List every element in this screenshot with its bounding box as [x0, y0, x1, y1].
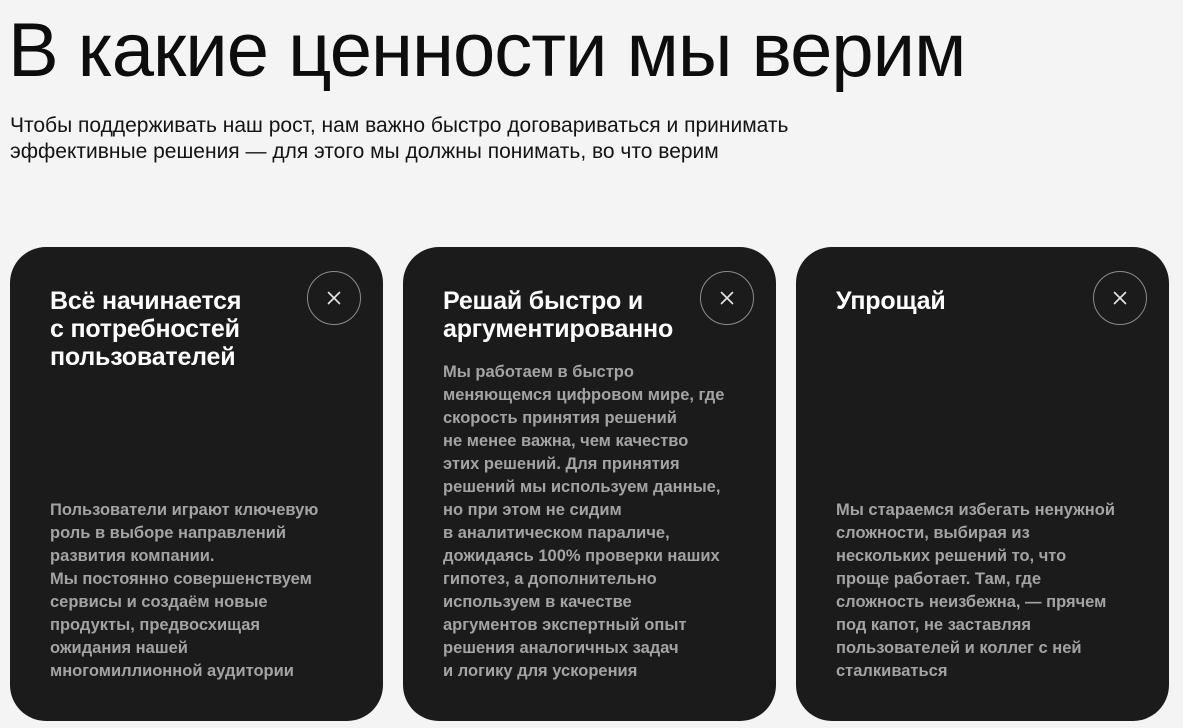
card-text-line: и логику для ускорения — [443, 662, 638, 680]
subtitle-line: Чтобы поддерживать наш рост, нам важно быстро договариваться и принимать — [10, 114, 789, 137]
card-text-line: нескольких решений то, что — [836, 547, 1067, 565]
card-text-line: решений мы используем данные, — [443, 478, 721, 496]
card-text-line: решения аналогичных задач — [443, 639, 679, 657]
card-text-line: не менее важна, чем качество — [443, 432, 689, 450]
card-text-line: ожидания нашей — [50, 639, 188, 657]
value-card-users[interactable] — [10, 247, 383, 721]
card-text-line: но при этом не сидим — [443, 501, 622, 519]
card-text-line: Мы работаем в быстро — [443, 363, 634, 381]
card-title — [836, 287, 1086, 315]
card-title-line: пользователей — [50, 343, 236, 371]
card-text-line: развития компании. — [50, 547, 215, 565]
card-text-line: пользователей и коллег с ней — [836, 639, 1082, 657]
card-close-button[interactable] — [307, 271, 361, 325]
card-title-line: аргументированно — [443, 315, 674, 343]
card-text-line: этих решений. Для принятия — [443, 455, 680, 473]
close-icon — [1113, 291, 1127, 305]
card-text-line: Мы постоянно совершенствуем — [50, 570, 312, 588]
card-text-line: под капот, не заставляя — [836, 616, 1031, 634]
value-card-decide-fast[interactable] — [403, 247, 776, 721]
page-title: В какие ценности мы верим — [8, 8, 966, 93]
card-text-line: используем в качестве — [443, 593, 632, 611]
card-text-line: дожидаясь 100% проверки наших — [443, 547, 720, 565]
card-text-line: сталкиваться — [836, 662, 948, 680]
values-cards — [10, 247, 1169, 721]
value-card-simplify[interactable] — [796, 247, 1169, 721]
card-text-line: гипотез, а дополнительно — [443, 570, 657, 588]
card-title-line: с потребностей — [50, 315, 240, 343]
card-text-line: меняющемся цифровом мире, где — [443, 386, 725, 404]
card-text-line: проще работает. Там, где — [836, 570, 1042, 588]
subtitle-line: эффективные решения — для этого мы должны понимать, во что верим — [10, 140, 719, 163]
close-icon — [720, 291, 734, 305]
card-title-line: Всё начинается — [50, 287, 242, 315]
card-text-line: сложности, выбирая из — [836, 524, 1030, 542]
card-title-line: Упрощай — [836, 287, 946, 315]
card-text-line: скорость принятия решений — [443, 409, 677, 427]
card-text — [50, 499, 370, 683]
card-close-button[interactable] — [700, 271, 754, 325]
card-text-line: продукты, предвосхищая — [50, 616, 261, 634]
card-text-line: многомиллионной аудитории — [50, 662, 294, 680]
card-text — [443, 361, 763, 683]
card-text-line: Мы стараемся избегать ненужной — [836, 501, 1115, 519]
close-icon — [327, 291, 341, 305]
card-text-line: сложность неизбежна, — прячем — [836, 593, 1107, 611]
card-text-line: в аналитическом параличе, — [443, 524, 670, 542]
page-subtitle — [10, 113, 990, 165]
card-title-line: Решай быстро и — [443, 287, 644, 315]
card-text — [836, 499, 1156, 683]
card-text-line: роль в выборе направлений — [50, 524, 287, 542]
card-title — [50, 287, 300, 371]
card-text-line: сервисы и создаём новые — [50, 593, 268, 611]
card-text-line: аргументов экспертный опыт — [443, 616, 687, 634]
card-title — [443, 287, 693, 343]
card-text-line: Пользователи играют ключевую — [50, 501, 319, 519]
card-close-button[interactable] — [1093, 271, 1147, 325]
